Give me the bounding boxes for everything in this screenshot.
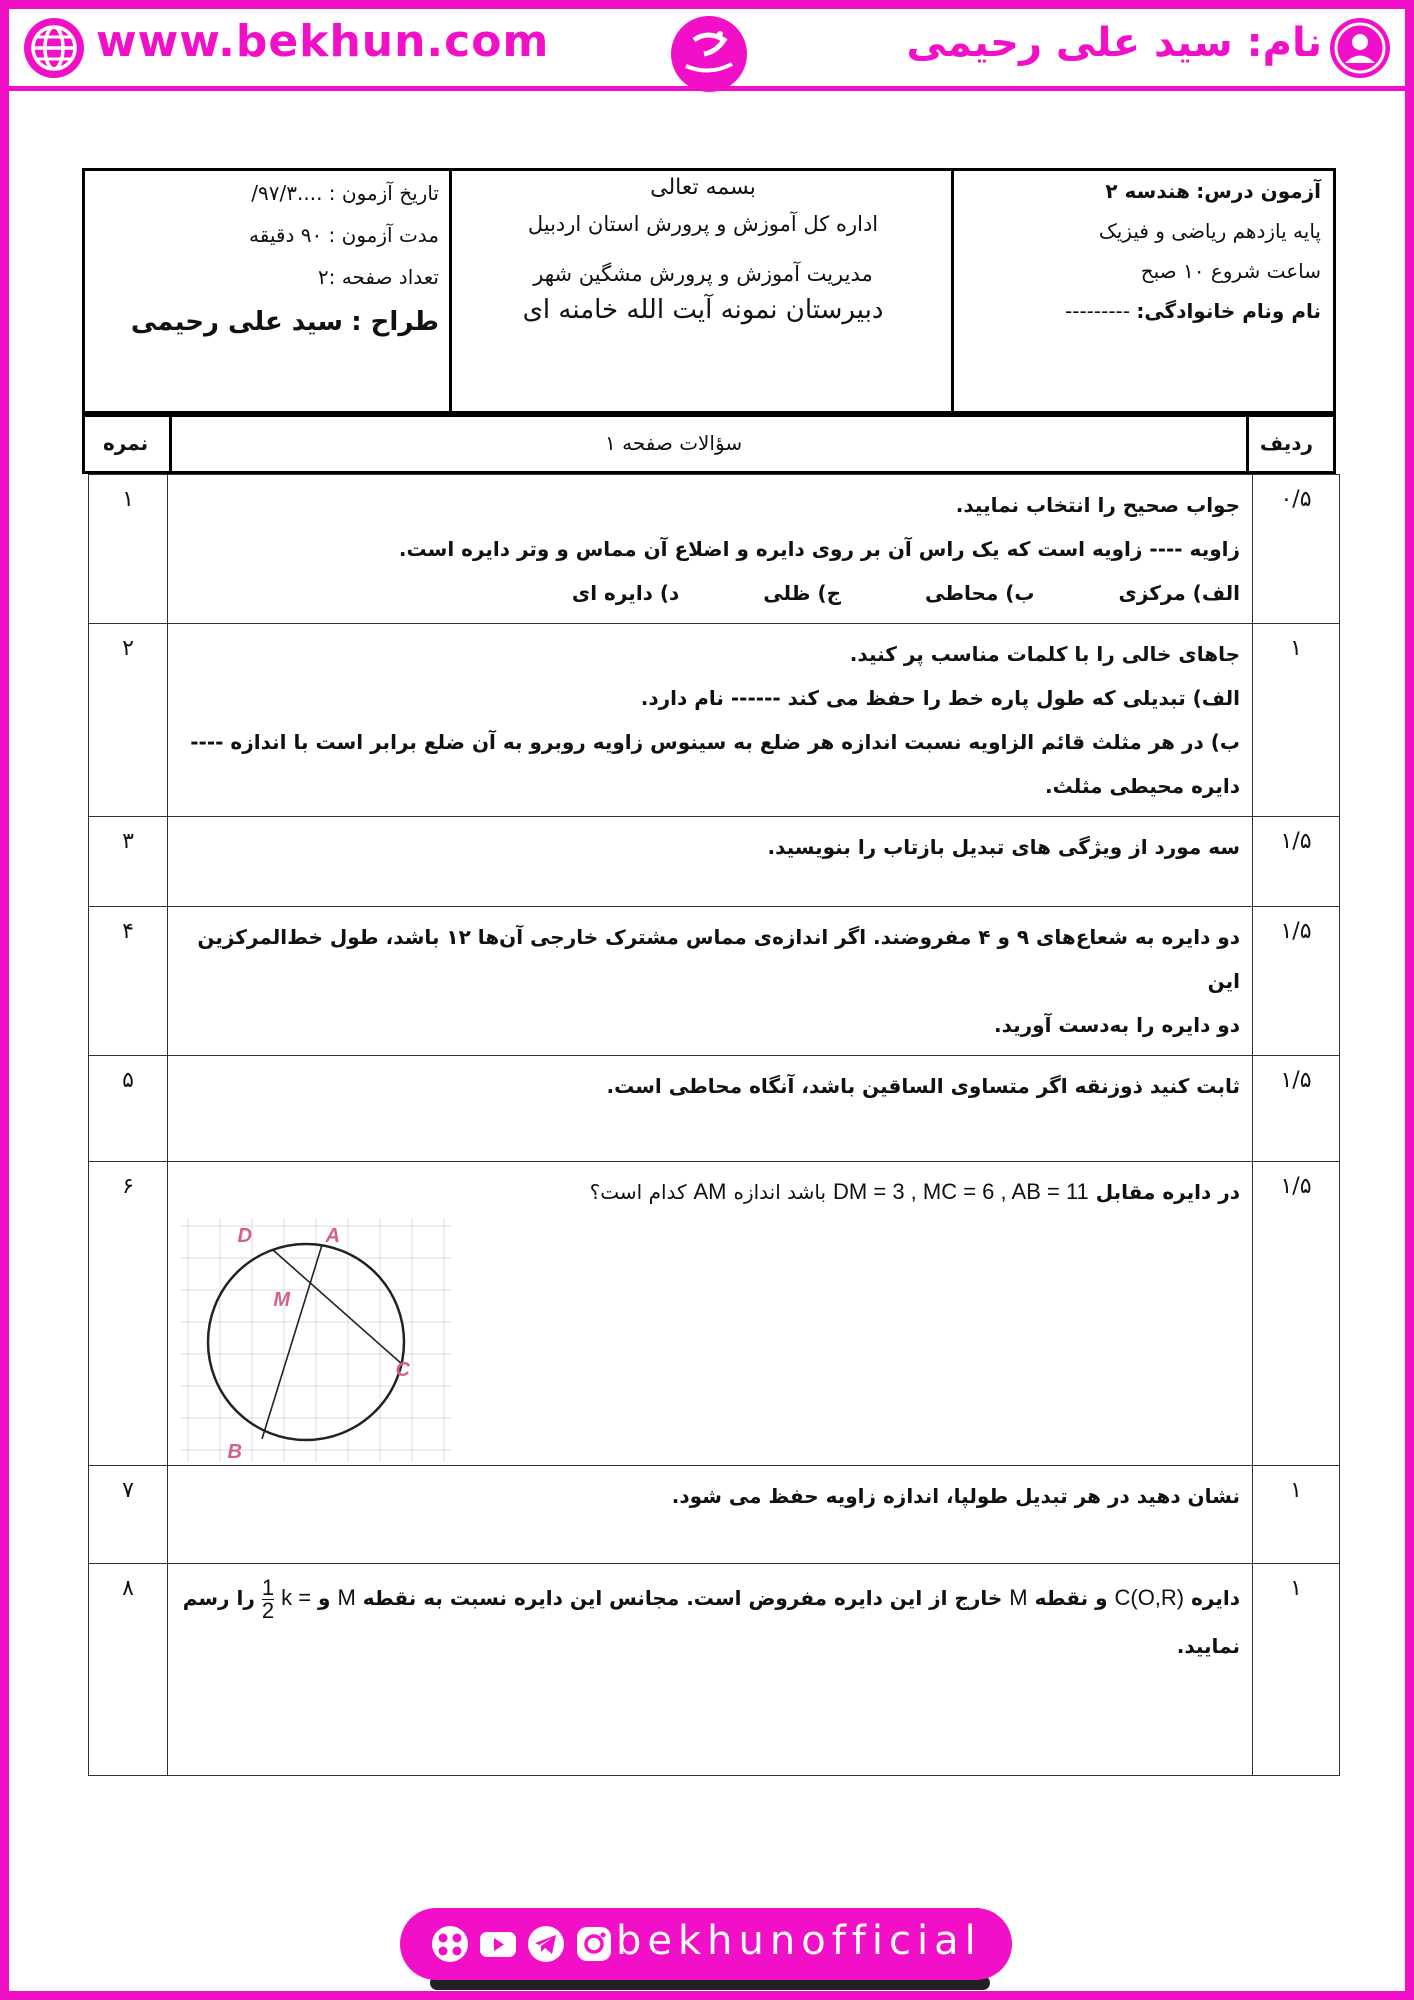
label-d: D [237, 1225, 252, 1247]
question-number: ۴ [89, 907, 168, 1056]
question-score: ۱ [1253, 1564, 1340, 1776]
option-a[interactable]: الف) مرکزی [1118, 581, 1240, 605]
question-text [180, 1170, 1240, 1214]
bismillah: بسمه تعالی [650, 175, 756, 200]
option-c[interactable]: ج) ظلی [763, 581, 842, 605]
page-count: تعداد صفحه :۲ [317, 265, 439, 289]
q8-p1: دایره [1191, 1586, 1240, 1610]
circle-shape [208, 1244, 404, 1440]
question-text: ثابت کنید ذوزنقه اگر متساوی الساقین باشد، آنگاه محاطی است. [606, 1074, 1240, 1098]
question-row [89, 1466, 1340, 1564]
question-text: سه مورد از ویژگی های تبدیل بازتاب را بنویسید. [767, 835, 1240, 859]
question-row [89, 475, 1340, 624]
exam-title: هندسه ۲ [1105, 179, 1190, 203]
question-text: نمایید. [1176, 1634, 1240, 1658]
q8-p4: و [318, 1586, 331, 1610]
department: اداره کل آموزش و پرورش استان اردبیل [527, 212, 879, 236]
question-number: ۲ [89, 624, 168, 817]
chord-ab [262, 1245, 322, 1439]
chord-dc [273, 1250, 403, 1365]
q8-m: M [1009, 1585, 1028, 1610]
school-name: دبیرستان نمونه آیت الله خامنه ای [522, 295, 884, 325]
question-text: دایره محیطی مثلث. [1045, 774, 1240, 798]
question-score: ۱/۵ [1253, 817, 1340, 907]
exam-meta [99, 181, 439, 355]
q6-am: AM [693, 1179, 727, 1204]
exam-date: تاریخ آزمون : ....۹۷/۳/ [251, 181, 439, 205]
q8-k: k = [281, 1585, 312, 1610]
label-c: C [395, 1359, 410, 1381]
youtube-icon[interactable] [478, 1924, 518, 1964]
aparat-icon[interactable] [430, 1924, 470, 1964]
q8-p5: را رسم [182, 1586, 255, 1610]
question-number: ۸ [89, 1564, 168, 1776]
q8-p3: خارج از این دایره مفروض است. مجانس این دایره نسبت به نقطه [362, 1586, 1003, 1610]
column-headers [82, 414, 1336, 474]
question-score: ۱ [1253, 1466, 1340, 1564]
option-b[interactable]: ب) محاطی [924, 581, 1035, 605]
question-row [89, 1056, 1340, 1162]
designer-name: سید علی رحیمی [130, 307, 343, 337]
question-text: دو دایره را به‌دست آورید. [994, 1013, 1240, 1037]
question-text: ب) در هر مثلث قائم الزاویه نسبت اندازه هر ضلع به سینوس زاویه روبرو به آن ضلع برابر است با اندازه ---- [190, 730, 1240, 754]
telegram-icon[interactable] [526, 1924, 566, 1964]
question-text: جواب صحیح را انتخاب نمایید. [955, 493, 1240, 517]
questions-table [88, 474, 1340, 1776]
label-m: M [273, 1289, 290, 1311]
exam-duration: مدت آزمون : ۹۰ دقیقه [249, 223, 439, 247]
question-score: ۱/۵ [1253, 1162, 1340, 1466]
question-row [89, 1162, 1340, 1466]
exam-title-prefix: آزمون درس: [1196, 179, 1321, 203]
question-row [89, 907, 1340, 1056]
social-footer [400, 1908, 1012, 1980]
label-a: A [325, 1225, 340, 1247]
question-score: ۱/۵ [1253, 1056, 1340, 1162]
column-score: نمره [103, 431, 149, 455]
question-row [89, 624, 1340, 817]
q8-circle: C(O,R) [1114, 1585, 1185, 1610]
question-number: ۱ [89, 475, 168, 624]
social-handle[interactable]: bekhunofficial [616, 1918, 982, 1964]
owner-name: نام: سید علی رحیمی [906, 20, 1322, 66]
q6-formula: DM = 3 , MC = 6 , AB = 11 [833, 1179, 1089, 1204]
student-name-label: نام ونام خانوادگی: [1136, 299, 1321, 323]
question-text [180, 1572, 1240, 1624]
q8-frac-num: 1 [261, 1575, 275, 1600]
q6-suffix: کدام است؟ [589, 1180, 687, 1204]
designer-label: طراح : [351, 307, 439, 337]
question-number: ۶ [89, 1162, 168, 1466]
exam-info [961, 179, 1321, 339]
bekhun-logo-icon [664, 14, 754, 94]
q8-p2: و نقطه [1034, 1586, 1108, 1610]
q6-middle: باشد اندازه [733, 1180, 827, 1204]
q6-prefix: در دایره مقابل [1095, 1180, 1240, 1204]
start-time: ساعت شروع ۱۰ صبح [1140, 259, 1321, 283]
question-text: الف) تبدیلی که طول پاره خط را حفظ می کند ------ نام دارد. [640, 686, 1240, 710]
exam-header [82, 168, 1336, 414]
question-score: ۱ [1253, 624, 1340, 817]
q8-m2: M [337, 1585, 356, 1610]
question-score: ۱/۵ [1253, 907, 1340, 1056]
answer-options [180, 571, 1240, 615]
district: مدیریت آموزش و پرورش مشگین شهر [533, 262, 873, 286]
question-number: ۷ [89, 1466, 168, 1564]
question-row [89, 1564, 1340, 1776]
grade: پایه یازدهم ریاضی و فیزیک [1098, 219, 1321, 243]
option-d[interactable]: د) دایره ای [571, 581, 680, 605]
question-number: ۳ [89, 817, 168, 907]
column-row: ردیف [1259, 431, 1313, 455]
student-name-blank: --------- [1065, 299, 1130, 323]
q8-fraction [262, 1577, 274, 1622]
q8-frac-den: 2 [261, 1598, 275, 1623]
question-text: جاهای خالی را با کلمات مناسب پر کنید. [849, 642, 1240, 666]
globe-icon [22, 16, 86, 80]
label-b: B [227, 1441, 242, 1462]
question-score: ۰/۵ [1253, 475, 1340, 624]
question-number: ۵ [89, 1056, 168, 1162]
question-text: زاویه ---- زاویه است که یک راس آن بر روی دایره و اضلاع آن مماس و وتر دایره است. [398, 537, 1240, 561]
question-row [89, 817, 1340, 907]
question-text: نشان دهید در هر تبدیل طولپا، اندازه زاویه حفظ می شود. [671, 1484, 1240, 1508]
question-text: دو دایره به شعاع‌های ۹ و ۴ مفروضند. اگر اندازه‌ی مماس مشترک خارجی آن‌ها ۱۲ باشد، طول خط‌المرکزین این [197, 925, 1240, 993]
instagram-icon[interactable] [574, 1924, 614, 1964]
circle-chord-figure [180, 1218, 452, 1462]
school-info [453, 175, 953, 326]
user-icon [1328, 16, 1392, 80]
site-url[interactable]: www.bekhun.com [96, 16, 550, 67]
column-questions: سؤالات صفحه ۱ [605, 431, 743, 455]
